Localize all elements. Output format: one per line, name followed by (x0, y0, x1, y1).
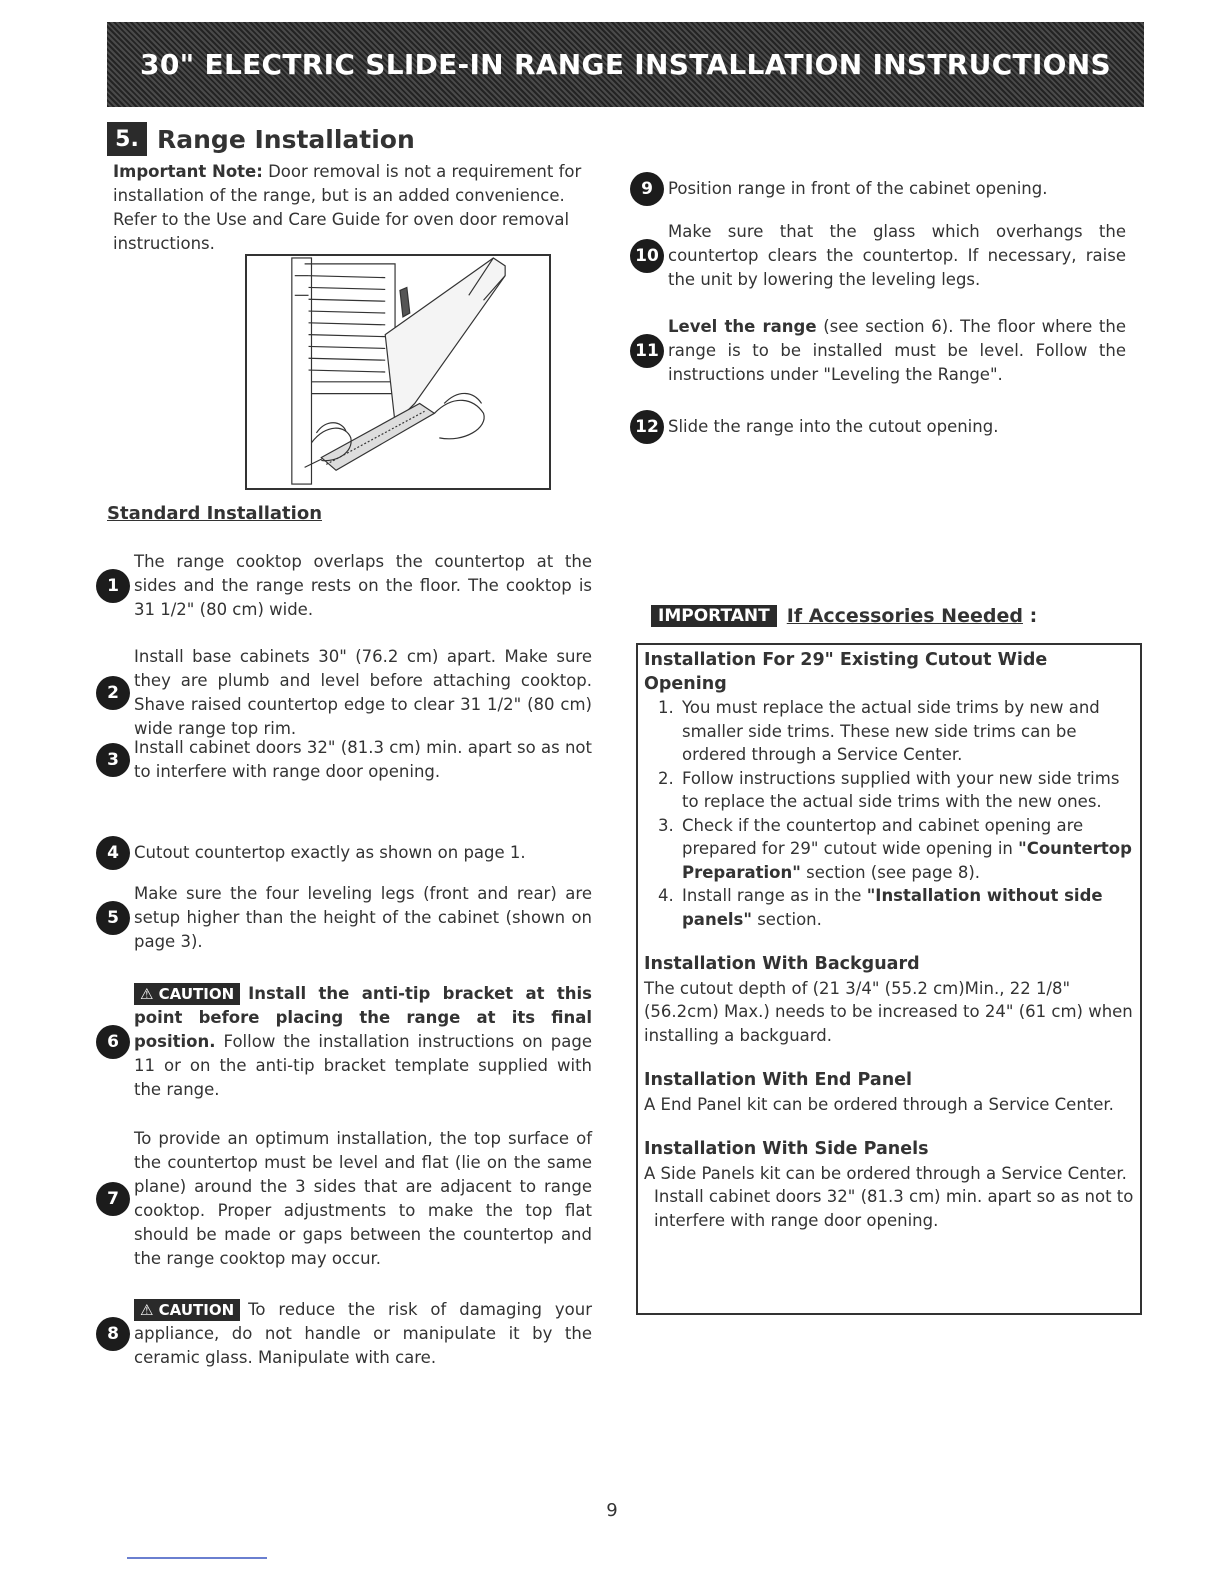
step-text (134, 1298, 592, 1370)
step-text: Install base cabinets 30" (76.2 cm) apart. Make sure they are plumb and level before attaching cooktop. Shave raised countertop edge to clear 31 1/2" (80 cm) wide range top rim. (134, 647, 592, 738)
step-bold-text: Install the anti-tip bracket at this point before placing the range at its final position. (134, 984, 592, 1051)
list-item-text (682, 884, 1134, 931)
step-text: To provide an optimum installation, the top surface of the countertop must be level and flat (lie on the same plane) around the 3 sides that are adjacent to range cooktop. Proper adjustments to make the top flat should be made or gaps between the countertop and the range cooktop may occur. (134, 1129, 592, 1268)
step-text: Make sure that the glass which overhangs the countertop clears the countertop. If necessary, raise the unit by lowering the leveling legs. (668, 222, 1126, 289)
important-heading (651, 605, 1037, 627)
list-item-text: You must replace the actual side trims by new and smaller side trims. These new side trims can be ordered through a Service Center. (682, 698, 1100, 764)
step-5 (96, 882, 602, 954)
step-9 (630, 172, 1136, 206)
list-item-text (682, 814, 1134, 885)
list-item-post: section. (751, 909, 822, 929)
step-text: The range cooktop overlaps the countertop at the sides and the range rests on the floor. The cooktop is 31 1/2" (80 cm) wide. (134, 552, 592, 619)
step-number-badge: 11 (630, 334, 664, 368)
step-text: Position range in front of the cabinet opening. (668, 179, 1048, 198)
step-number-badge: 6 (96, 1025, 130, 1059)
list-item-number: 4. (658, 886, 674, 905)
step-number-badge: 5 (96, 901, 130, 935)
step-4 (96, 836, 602, 870)
list-item-bold: "Installation without side panels" (682, 886, 1103, 929)
step-text: Make sure the four leveling legs (front and rear) are setup higher than the height of the cabinet (shown on page 3). (134, 884, 592, 951)
side-panels-text: A Side Panels kit can be ordered through a Service Center. (644, 1163, 1127, 1183)
step-number-badge: 12 (630, 410, 664, 444)
list-item-post: section (see page 8). (800, 862, 981, 882)
step-body-text: Follow the installation instructions on page 11 or on the anti-tip bracket template supplied with the range. (134, 1032, 592, 1099)
caution-badge: ⚠ CAUTION (134, 983, 240, 1005)
backguard-text: The cutout depth of (21 3/4" (55.2 cm)Min., 22 1/8" (56.2cm) Max.) needs to be increased to 24" (61 cm) when installing a backguard. (644, 978, 1133, 1045)
caution-label: CAUTION (158, 985, 235, 1003)
oven-door-removal-illustration (247, 256, 549, 488)
important-badge: IMPORTANT (651, 605, 777, 627)
important-note-label: Important Note: (113, 162, 263, 181)
important-title-colon: : (1022, 605, 1038, 627)
step-1 (96, 550, 602, 622)
list-item-number: 2. (658, 768, 674, 788)
step-text (668, 315, 1126, 387)
step-3 (96, 736, 602, 784)
end-panel-heading: Installation With End Panel (644, 1070, 913, 1090)
page-banner (107, 22, 1144, 107)
step-number-badge: 4 (96, 836, 130, 870)
footer-rule (127, 1557, 267, 1559)
accessories-box (636, 643, 1142, 1315)
important-note (113, 160, 608, 256)
list-item-text: Follow instructions supplied with your new side trims to replace the actual side trims with the new ones. (682, 768, 1120, 811)
step-11 (630, 315, 1136, 387)
step-text: Install cabinet doors 32" (81.3 cm) min. apart so as not to interfere with range door opening. (134, 738, 592, 781)
important-title-text: If Accessories Needed (786, 605, 1023, 627)
step-body-text: (see section 6). The floor where the range is to be installed must be level. Follow the instructions under "Leveling the Range". (668, 317, 1127, 384)
standard-installation-heading: Standard Installation (107, 503, 323, 524)
list-item-pre: Check if the countertop and cabinet opening are prepared for 29" cutout wide opening in (682, 815, 1084, 858)
step-10 (630, 220, 1136, 292)
step-12 (630, 410, 1136, 444)
step-number-badge: 7 (96, 1182, 130, 1216)
important-note-text: Door removal is not a requirement for installation of the range, but is an added convenience. Refer to the Use and Care Guide for oven door removal instructions. (113, 162, 582, 253)
step-number-badge: 9 (630, 172, 664, 206)
step-number-badge: 2 (96, 676, 130, 710)
step-8 (96, 1298, 602, 1370)
list-item (658, 884, 1134, 931)
caution-badge: ⚠ CAUTION (134, 1299, 240, 1321)
list-item (658, 696, 1134, 767)
step-number-badge: 8 (96, 1317, 130, 1351)
step-body-text: To reduce the risk of damaging your appliance, do not handle or manipulate it by the ceramic glass. Manipulate with care. (134, 1300, 592, 1367)
list-item-number: 1. (658, 698, 674, 717)
step-text: Slide the range into the cutout opening. (668, 417, 999, 436)
page-number: 9 (606, 1500, 618, 1521)
step-number-badge: 3 (96, 743, 130, 777)
backguard-heading: Installation With Backguard (644, 954, 920, 974)
cutout-list (658, 696, 1134, 931)
section-title: Range Installation (157, 124, 415, 154)
section-heading (107, 122, 415, 156)
list-item (658, 767, 1134, 814)
list-item-pre: Install range as in the (682, 886, 867, 905)
list-item-number: 3. (658, 815, 674, 835)
step-2 (96, 645, 602, 741)
step-6 (96, 982, 602, 1102)
side-panels-text-2: Install cabinet doors 32" (81.3 cm) min. apart so as not to interfere with range door opening. (654, 1187, 1134, 1230)
step-number-badge: 10 (630, 239, 664, 273)
step-7 (96, 1127, 602, 1271)
page-title: 30" ELECTRIC SLIDE-IN RANGE INSTALLATION INSTRUCTIONS (140, 48, 1111, 81)
step-bold-text: Level the range (668, 317, 817, 336)
caution-label: CAUTION (158, 1301, 235, 1319)
list-item-bold: "Countertop Preparation" (682, 839, 1132, 882)
step-number-badge: 1 (96, 569, 130, 603)
step-text (134, 982, 592, 1102)
list-item (658, 814, 1134, 885)
step-text: Cutout countertop exactly as shown on page 1. (134, 843, 526, 862)
important-title (787, 605, 1037, 627)
side-panels-heading: Installation With Side Panels (644, 1139, 929, 1159)
section-number-badge: 5. (107, 122, 147, 156)
cutout-heading: Installation For 29" Existing Cutout Wide Opening (644, 650, 1048, 694)
end-panel-text: A End Panel kit can be ordered through a Service Center. (644, 1094, 1114, 1114)
oven-door-removal-figure (245, 254, 551, 490)
